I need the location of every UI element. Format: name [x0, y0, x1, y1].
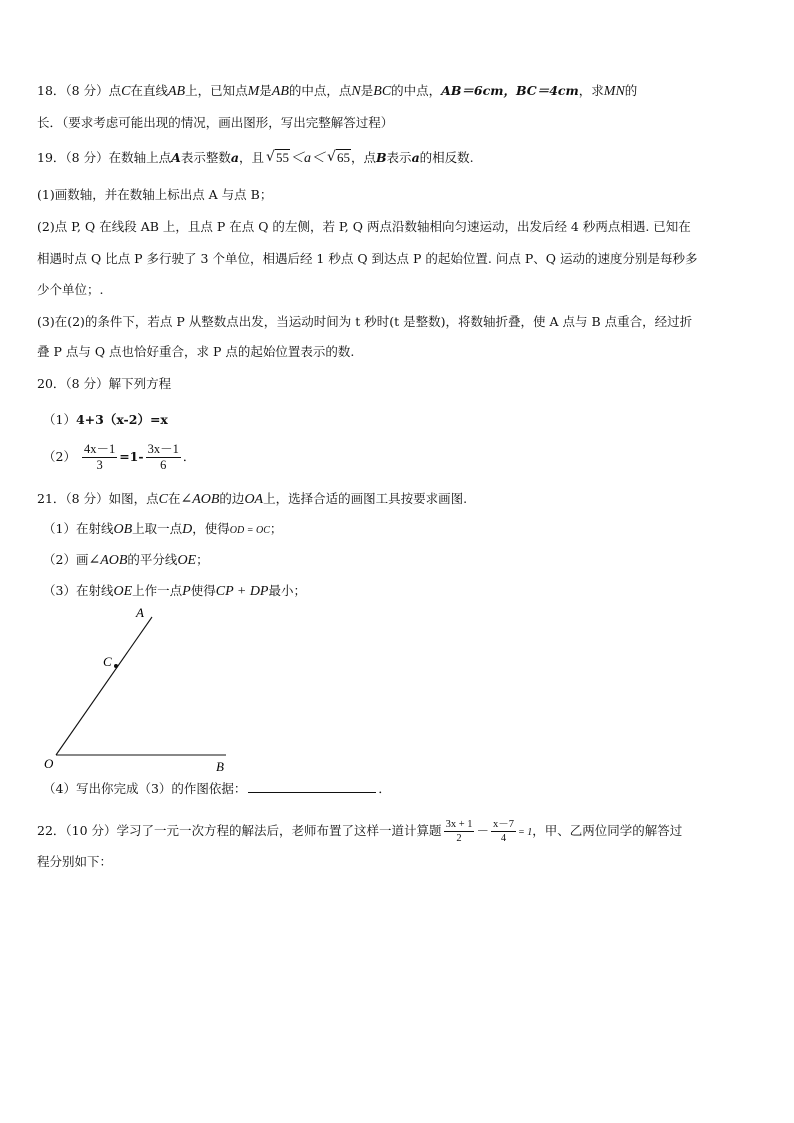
label-b: B: [216, 759, 224, 773]
point-c: [114, 664, 118, 668]
q19-part-3-line-2: 叠 P 点与 Q 点也恰好重合，求 P 点的起始位置表示的数.: [37, 344, 355, 359]
q22-line-2: 程分别如下：: [37, 854, 113, 869]
q21-step-4: （4）写出你完成（3）的作图依据： ．: [43, 781, 391, 796]
label-a: A: [136, 605, 144, 620]
label-o: O: [44, 756, 54, 771]
q19-part-2-line-2: 相遇时点 Q 比点 P 多行驶了 3 个单位，相遇后经 1 秒点 Q 到达点 P 的起始位置. 问点 P、Q 运动的速度分别是每秒多: [37, 251, 698, 266]
q22-fraction-1: $\frac{3x + 1}{2}$: [445, 819, 473, 844]
sqrt-65: √ 65: [326, 149, 350, 165]
q19-part-3-line-1: (3)在(2)的条件下，若点 P 从整数点出发，当运动时间为 t 秒时(t 是整数)，将数轴折叠，使 A 点与 B 点重合，经过折: [37, 314, 693, 329]
q22-fraction-2: $\frac{x-7}{4}$: [493, 819, 514, 844]
q21-line-1: 21．（8 分）如图，点C在∠AOB的边OA上，选择合适的画图工具按要求画图.: [37, 491, 468, 507]
q20-equation-2: （2） $\frac{4x-1}{3}$ =1- $\frac{3x-1}{6}$ ．: [43, 442, 196, 472]
ray-oa: [56, 617, 152, 755]
q18-number: 18．（8 分）: [37, 83, 109, 98]
fraction-2: $\frac{3x-1}{6}$: [147, 442, 179, 472]
q20-line-1: 20．（8 分）解下列方程: [37, 376, 172, 391]
fraction-1: $\frac{4x-1}{3}$: [83, 442, 116, 472]
q19-part-1: (1)画数轴，并在数轴上标出点 A 与点 B；: [37, 187, 273, 202]
q20-equation-1: （1）4+3（x-2）=x: [43, 412, 168, 427]
q21-number: 21．（8 分）: [37, 491, 109, 506]
label-c: C: [103, 654, 112, 669]
angle-aob-figure: [40, 605, 240, 773]
q21-step-3: （3）在射线OE上作一点P使得CP + DP最小；: [43, 583, 306, 599]
q21-step-1: （1）在射线OB上取一点D，使得OD = OC；: [43, 521, 283, 537]
q21-step-2: （2）画∠AOB的平分线OE；: [43, 552, 209, 568]
q18-line-2: 长．（要求考虑可能出现的情况，画出图形，写出完整解答过程）: [37, 115, 394, 130]
q20-number: 20．（8 分）: [37, 376, 109, 391]
q18-line-1: 18．（8 分）点C在直线AB上，已知点M是AB的中点，点N是BC的中点，AB＝6cm，BC＝4cm，求MN的: [37, 83, 638, 99]
answer-blank[interactable]: [248, 780, 376, 793]
q22-line-1: 22．（10 分）学习了一元一次方程的解法后，老师布置了这样一道计算题 $\frac{3x + 1}{2}$ － $\frac{x-7}{4}$ = 1，甲、乙两位同学的解答过: [37, 819, 683, 844]
q19-line-1: 19．（8 分）在数轴上点A表示整数a，且 √ 55＜a＜ √ 65，点B表示a的相反数.: [37, 149, 474, 166]
q19-part-2-line-1: (2)点 P, Q 在线段 AB 上，且点 P 在点 Q 的左侧，若 P, Q 两点沿数轴相向匀速运动，出发后经 4 秒两点相遇. 已知在: [37, 219, 691, 234]
sqrt-55: √ 55: [265, 149, 289, 165]
q22-number: 22．（10 分）: [37, 823, 117, 838]
q19-part-2-line-3: 少个单位；.: [37, 282, 104, 297]
q19-number: 19．（8 分）: [37, 150, 109, 165]
